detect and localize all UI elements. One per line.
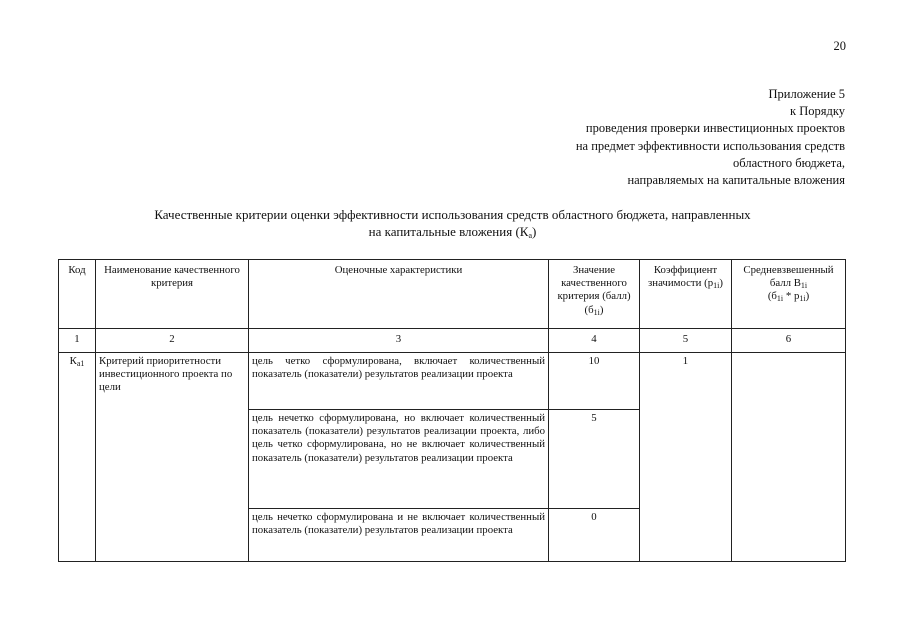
title-line-1: Качественные критерии оценки эффективности использования средств областного бюджета, направленных [154, 207, 751, 222]
header-avg-formula-close: ) [805, 290, 810, 303]
appendix-header [576, 86, 845, 189]
title-subscript: а [528, 231, 533, 240]
column-number: 4 [549, 329, 640, 353]
column-number-row [59, 329, 846, 353]
header-coef-text: Коэффициент значимости (р [648, 264, 718, 290]
header-coef-end: ) [719, 277, 723, 290]
title-line-2-text: на капитальные вложения (К [368, 224, 529, 239]
weighted-score [732, 353, 846, 562]
criterion-value: 5 [549, 410, 640, 509]
code-text: К [69, 355, 77, 367]
code-subscript: а1 [76, 359, 85, 368]
header-criterion-name: Наименование качественного критерия [96, 260, 249, 329]
header-value-end: ) [599, 303, 604, 316]
table-header-row [59, 260, 846, 329]
header-avg-formula-mid: * р [783, 290, 800, 303]
header-value-text: Значение качественного критерия (балл) (б [557, 264, 631, 316]
header-value [549, 260, 640, 329]
header-characteristics: Оценочные характеристики [249, 260, 549, 329]
header-code: Код [59, 260, 96, 329]
criterion-name: Критерий приоритетности инвестиционного проекта по цели [96, 353, 249, 562]
characteristic-text: цель нечетко сформулирована и не включает количественный показатель (показатели) результатов реализации проекта [249, 509, 549, 562]
header-coefficient [640, 260, 732, 329]
document-title [60, 206, 845, 240]
appendix-line: на предмет эффективности использования средств [575, 138, 845, 153]
title-line-2 [60, 223, 845, 240]
header-avg-formula-sub1: 1i [776, 294, 784, 304]
header-weighted-score [732, 260, 846, 329]
column-number: 3 [249, 329, 549, 353]
column-number: 6 [732, 329, 846, 353]
criterion-value: 10 [549, 353, 640, 410]
criterion-value: 0 [549, 509, 640, 562]
significance-coefficient: 1 [640, 353, 732, 562]
header-avg-formula-sub2: 1i [799, 294, 806, 304]
title-line-2-end: ) [532, 224, 537, 239]
column-number: 5 [640, 329, 732, 353]
page-number: 20 [833, 39, 846, 53]
header-avg-text: Средневзвешенный балл В [743, 264, 834, 290]
appendix-line: к Порядку [790, 104, 845, 119]
appendix-line: Приложение 5 [768, 87, 845, 101]
appendix-line: проведения проверки инвестиционных проектов [585, 121, 845, 136]
header-coef-sub: 1i [713, 281, 720, 291]
column-number: 1 [59, 329, 96, 353]
criterion-code [59, 353, 96, 562]
characteristic-text: цель нечетко сформулирована, но включает количественный показатель (показатели) результатов реализации проекта, либо цель четко сформулирована, но не включает количественный показатель (показатели) результатов реализации проекта [249, 410, 549, 509]
column-number: 2 [96, 329, 249, 353]
table-row [59, 353, 846, 410]
header-avg-formula-open: (б [767, 290, 777, 303]
appendix-line: областного бюджета, [733, 155, 845, 170]
appendix-line: направляемых на капитальные вложения [627, 173, 845, 188]
criteria-table [58, 259, 846, 562]
characteristic-text: цель четко сформулирована, включает количественный показатель (показатели) результатов реализации проекта [249, 353, 549, 410]
header-value-sub: 1i [593, 307, 600, 317]
header-avg-sub: 1i [800, 281, 808, 291]
